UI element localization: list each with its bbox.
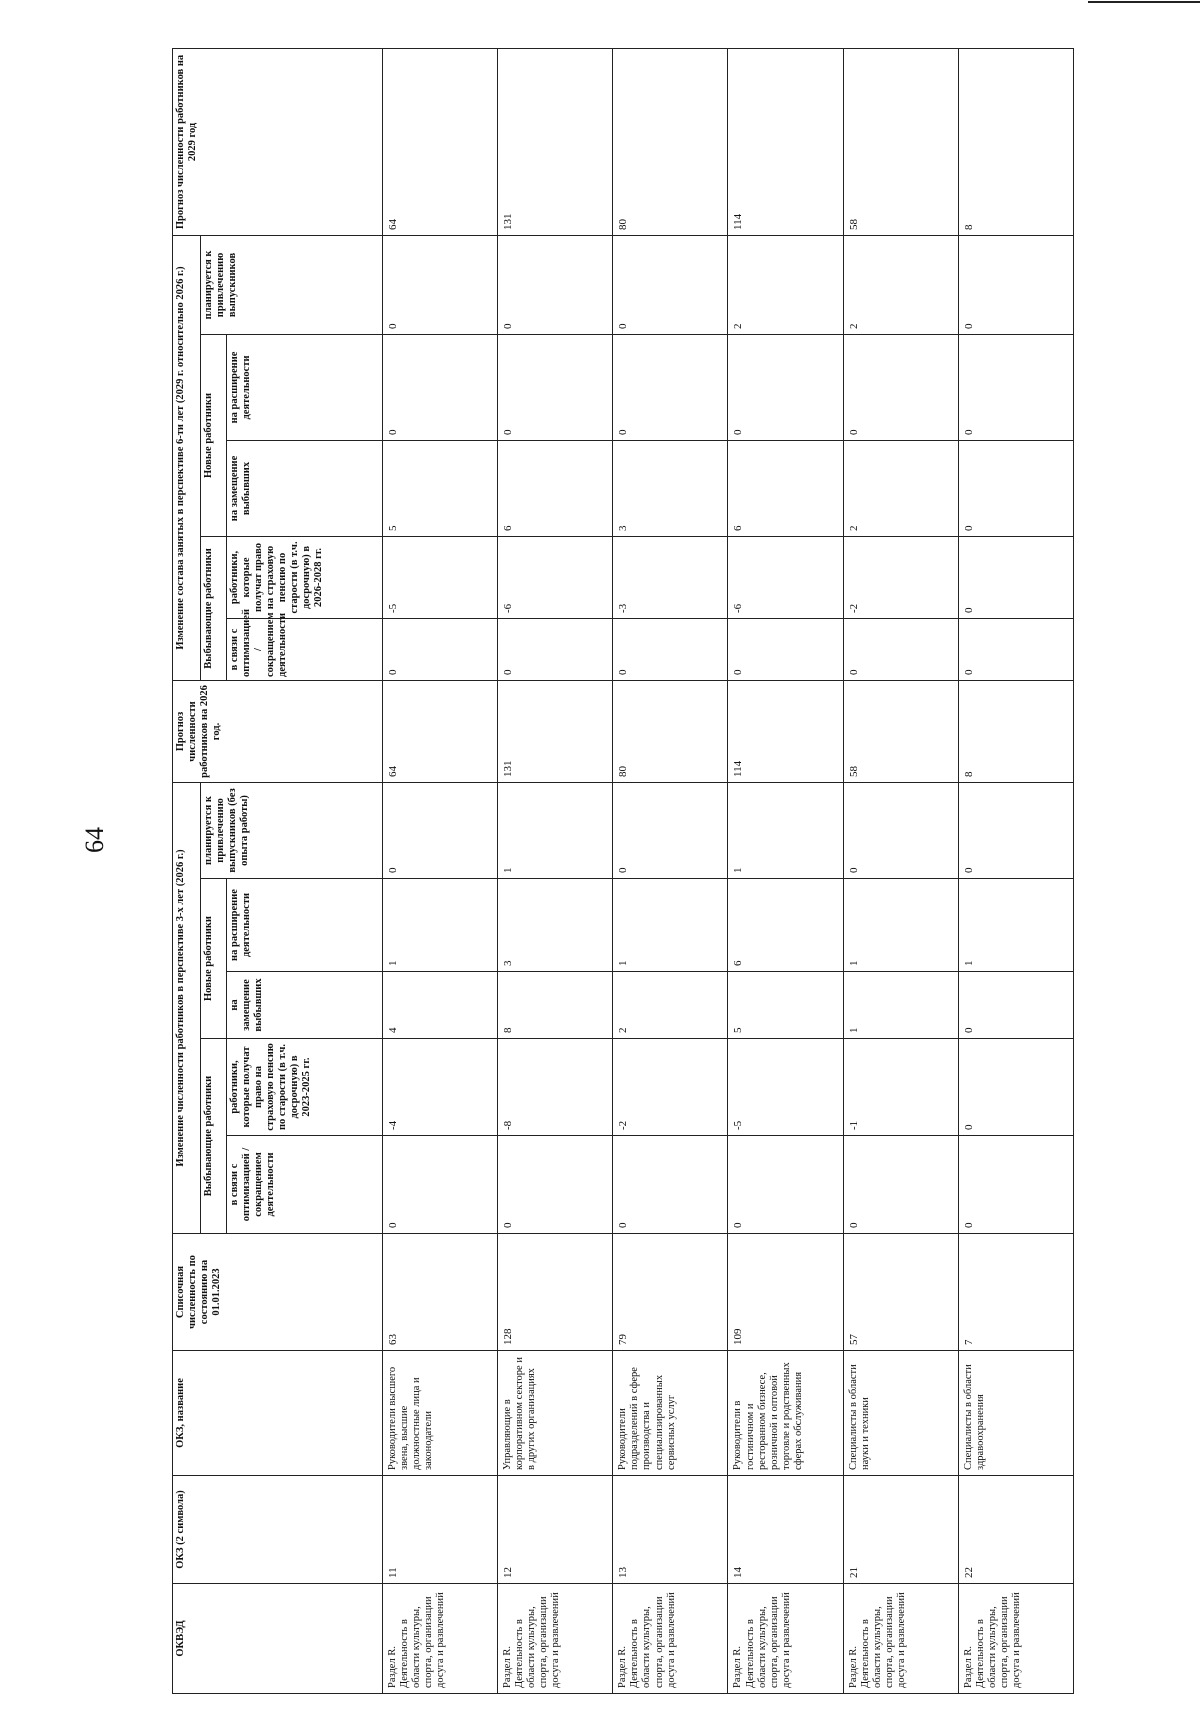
cell-okz-name: Управляющие в корпоративном секторе и в других организациях <box>498 1351 613 1476</box>
cell-new-expand-3y: 1 <box>843 879 958 972</box>
header-okz-name: ОКЗ, название <box>173 1351 383 1476</box>
cell-grads-3y: 1 <box>728 782 843 878</box>
header-new-6y: Новые работники <box>201 334 227 536</box>
cell-new-expand-3y: 1 <box>958 879 1073 972</box>
cell-new-expand-3y: 1 <box>613 879 728 972</box>
cell-leave-pension-6y: 0 <box>958 536 1073 618</box>
cell-new-expand-6y: 0 <box>958 334 1073 440</box>
header-new-replace-3y: на замещение выбывших <box>227 972 383 1039</box>
cell-new-expand-6y: 0 <box>728 334 843 440</box>
cell-forecast-2026: 80 <box>613 680 728 782</box>
header-okved: ОКВЭД <box>173 1584 383 1694</box>
cell-grads-6y: 2 <box>728 235 843 334</box>
cell-leave-optim-3y: 0 <box>843 1136 958 1234</box>
cell-okved: Раздел R. Деятельность в области культуры, спорта, организации досуга и развлечений <box>958 1584 1073 1694</box>
cell-okz-code: 14 <box>728 1476 843 1584</box>
cell-headcount-2023: 63 <box>383 1234 498 1351</box>
cell-forecast-2029: 80 <box>613 48 728 235</box>
header-change-6y: Изменение состава занятых в перспективе 6-ти лет (2029 г. относительно 2026 г.) <box>173 235 201 680</box>
cell-new-replace-3y: 0 <box>958 972 1073 1039</box>
cell-leave-optim-6y: 0 <box>383 618 498 680</box>
cell-grads-6y: 2 <box>843 235 958 334</box>
cell-okved: Раздел R. Деятельность в области культуры, спорта, организации досуга и развлечений <box>498 1584 613 1694</box>
header-new-expand-6y: на расширение деятельности <box>227 334 383 440</box>
cell-new-replace-3y: 2 <box>613 972 728 1039</box>
table-row <box>958 48 1073 1693</box>
cell-headcount-2023: 7 <box>958 1234 1073 1351</box>
cell-new-replace-3y: 8 <box>498 972 613 1039</box>
cell-headcount-2023: 57 <box>843 1234 958 1351</box>
cell-forecast-2026: 114 <box>728 680 843 782</box>
cell-grads-6y: 0 <box>498 235 613 334</box>
cell-new-expand-6y: 0 <box>613 334 728 440</box>
cell-new-expand-3y: 6 <box>728 879 843 972</box>
header-leaving-6y: Выбывающие работники <box>201 536 227 680</box>
cell-grads-6y: 0 <box>958 235 1073 334</box>
header-leaving-3y: Выбывающие работники <box>201 1039 227 1234</box>
cell-grads-3y: 0 <box>613 782 728 878</box>
header-leave-optim-3y: в связи с оптимизацией / сокращением деятельности <box>227 1136 383 1234</box>
cell-forecast-2026: 64 <box>383 680 498 782</box>
cell-okz-code: 12 <box>498 1476 613 1584</box>
scan-edge-line <box>1088 1 1200 3</box>
cell-grads-6y: 0 <box>613 235 728 334</box>
cell-leave-pension-3y: -2 <box>613 1039 728 1136</box>
cell-okved: Раздел R. Деятельность в области культуры, спорта, организации досуга и развлечений <box>843 1584 958 1694</box>
cell-new-replace-6y: 2 <box>843 440 958 536</box>
cell-new-expand-6y: 0 <box>383 334 498 440</box>
cell-new-expand-3y: 3 <box>498 879 613 972</box>
cell-okz-name: Руководители в гостиничном и ресторанном бизнесе, розничной и оптовой торговле и родственных сферах обслуживания <box>728 1351 843 1476</box>
cell-leave-optim-3y: 0 <box>958 1136 1073 1234</box>
workforce-table <box>172 48 1074 1694</box>
cell-okved: Раздел R. Деятельность в области культуры, спорта, организации досуга и развлечений <box>613 1584 728 1694</box>
cell-leave-optim-6y: 0 <box>958 618 1073 680</box>
cell-okz-name: Специалисты в области науки и техники <box>843 1351 958 1476</box>
cell-okz-code: 21 <box>843 1476 958 1584</box>
header-leave-optim-6y: в связи с оптимизацией / сокращением деятельности <box>227 618 383 680</box>
cell-grads-3y: 0 <box>958 782 1073 878</box>
header-headcount-2023: Списочная численность по состоянию на 01.01.2023 <box>173 1234 383 1351</box>
cell-new-replace-3y: 4 <box>383 972 498 1039</box>
cell-okz-code: 22 <box>958 1476 1073 1584</box>
cell-okz-name: Специалисты в области здравоохранения <box>958 1351 1073 1476</box>
header-leave-pension-3y: работники, которые получат право на страховую пенсию по старости (в т.ч. досрочную) в 2023-2025 гг. <box>227 1039 383 1136</box>
cell-headcount-2023: 79 <box>613 1234 728 1351</box>
cell-leave-optim-3y: 0 <box>728 1136 843 1234</box>
cell-new-replace-6y: 6 <box>728 440 843 536</box>
cell-okz-name: Руководители высшего звена, высшие должностные лица и законодатели <box>383 1351 498 1476</box>
cell-new-expand-6y: 0 <box>843 334 958 440</box>
cell-leave-optim-6y: 0 <box>728 618 843 680</box>
table-row <box>728 48 843 1693</box>
cell-leave-pension-3y: -5 <box>728 1039 843 1136</box>
table-row <box>498 48 613 1693</box>
cell-okved: Раздел R. Деятельность в области культуры, спорта, организации досуга и развлечений <box>383 1584 498 1694</box>
header-okz-code: ОКЗ (2 символа) <box>173 1476 383 1584</box>
header-forecast-2029: Прогноз численности работников на 2029 год <box>173 48 383 235</box>
header-change-3y: Изменение численности работников в перспективе 3-х лет (2026 г.) <box>173 782 201 1233</box>
cell-new-replace-6y: 0 <box>958 440 1073 536</box>
cell-new-replace-6y: 3 <box>613 440 728 536</box>
cell-grads-3y: 1 <box>498 782 613 878</box>
cell-new-expand-3y: 1 <box>383 879 498 972</box>
cell-leave-optim-6y: 0 <box>613 618 728 680</box>
cell-forecast-2029: 114 <box>728 48 843 235</box>
header-grads-3y: планируется к привлечению выпускников (без опыта работы) <box>201 782 383 878</box>
cell-forecast-2029: 131 <box>498 48 613 235</box>
cell-leave-pension-3y: 0 <box>958 1039 1073 1136</box>
cell-headcount-2023: 109 <box>728 1234 843 1351</box>
header-new-expand-3y: на расширение деятельности <box>227 879 383 972</box>
cell-headcount-2023: 128 <box>498 1234 613 1351</box>
cell-new-replace-6y: 5 <box>383 440 498 536</box>
cell-grads-3y: 0 <box>843 782 958 878</box>
cell-leave-optim-6y: 0 <box>843 618 958 680</box>
cell-leave-pension-6y: -2 <box>843 536 958 618</box>
header-leave-pension-6y: работники, которые получат право на страховую пенсию по старости (в т.ч. досрочную) в 2026-2028 гг. <box>227 536 383 618</box>
table-row <box>843 48 958 1693</box>
table-row <box>383 48 498 1693</box>
cell-okved: Раздел R. Деятельность в области культуры, спорта, организации досуга и развлечений <box>728 1584 843 1694</box>
header-grads-6y: планируется к привлечению выпускников <box>201 235 383 334</box>
cell-new-replace-6y: 6 <box>498 440 613 536</box>
cell-okz-code: 13 <box>613 1476 728 1584</box>
cell-grads-6y: 0 <box>383 235 498 334</box>
cell-grads-3y: 0 <box>383 782 498 878</box>
cell-okz-code: 11 <box>383 1476 498 1584</box>
cell-new-replace-3y: 5 <box>728 972 843 1039</box>
cell-leave-pension-6y: -5 <box>383 536 498 618</box>
cell-forecast-2026: 131 <box>498 680 613 782</box>
cell-leave-optim-3y: 0 <box>613 1136 728 1234</box>
cell-forecast-2029: 64 <box>383 48 498 235</box>
cell-forecast-2029: 58 <box>843 48 958 235</box>
header-new-3y: Новые работники <box>201 879 227 1039</box>
cell-forecast-2026: 8 <box>958 680 1073 782</box>
cell-leave-pension-6y: -6 <box>498 536 613 618</box>
rotated-table-wrapper <box>172 49 1074 1694</box>
cell-leave-optim-6y: 0 <box>498 618 613 680</box>
cell-forecast-2026: 58 <box>843 680 958 782</box>
cell-leave-pension-6y: -3 <box>613 536 728 618</box>
header-forecast-2026: Прогноз численности работников на 2026 год. <box>173 680 383 782</box>
cell-forecast-2029: 8 <box>958 48 1073 235</box>
cell-leave-pension-3y: -4 <box>383 1039 498 1136</box>
page-number: 64 <box>80 827 109 853</box>
cell-leave-pension-3y: -1 <box>843 1039 958 1136</box>
cell-okz-name: Руководители подразделений в сфере производства и специализированных сервисных услуг <box>613 1351 728 1476</box>
cell-leave-optim-3y: 0 <box>383 1136 498 1234</box>
cell-new-replace-3y: 1 <box>843 972 958 1039</box>
table-row <box>613 48 728 1693</box>
header-new-replace-6y: на замещение выбывших <box>227 440 383 536</box>
cell-new-expand-6y: 0 <box>498 334 613 440</box>
cell-leave-pension-6y: -6 <box>728 536 843 618</box>
cell-leave-pension-3y: -8 <box>498 1039 613 1136</box>
cell-leave-optim-3y: 0 <box>498 1136 613 1234</box>
